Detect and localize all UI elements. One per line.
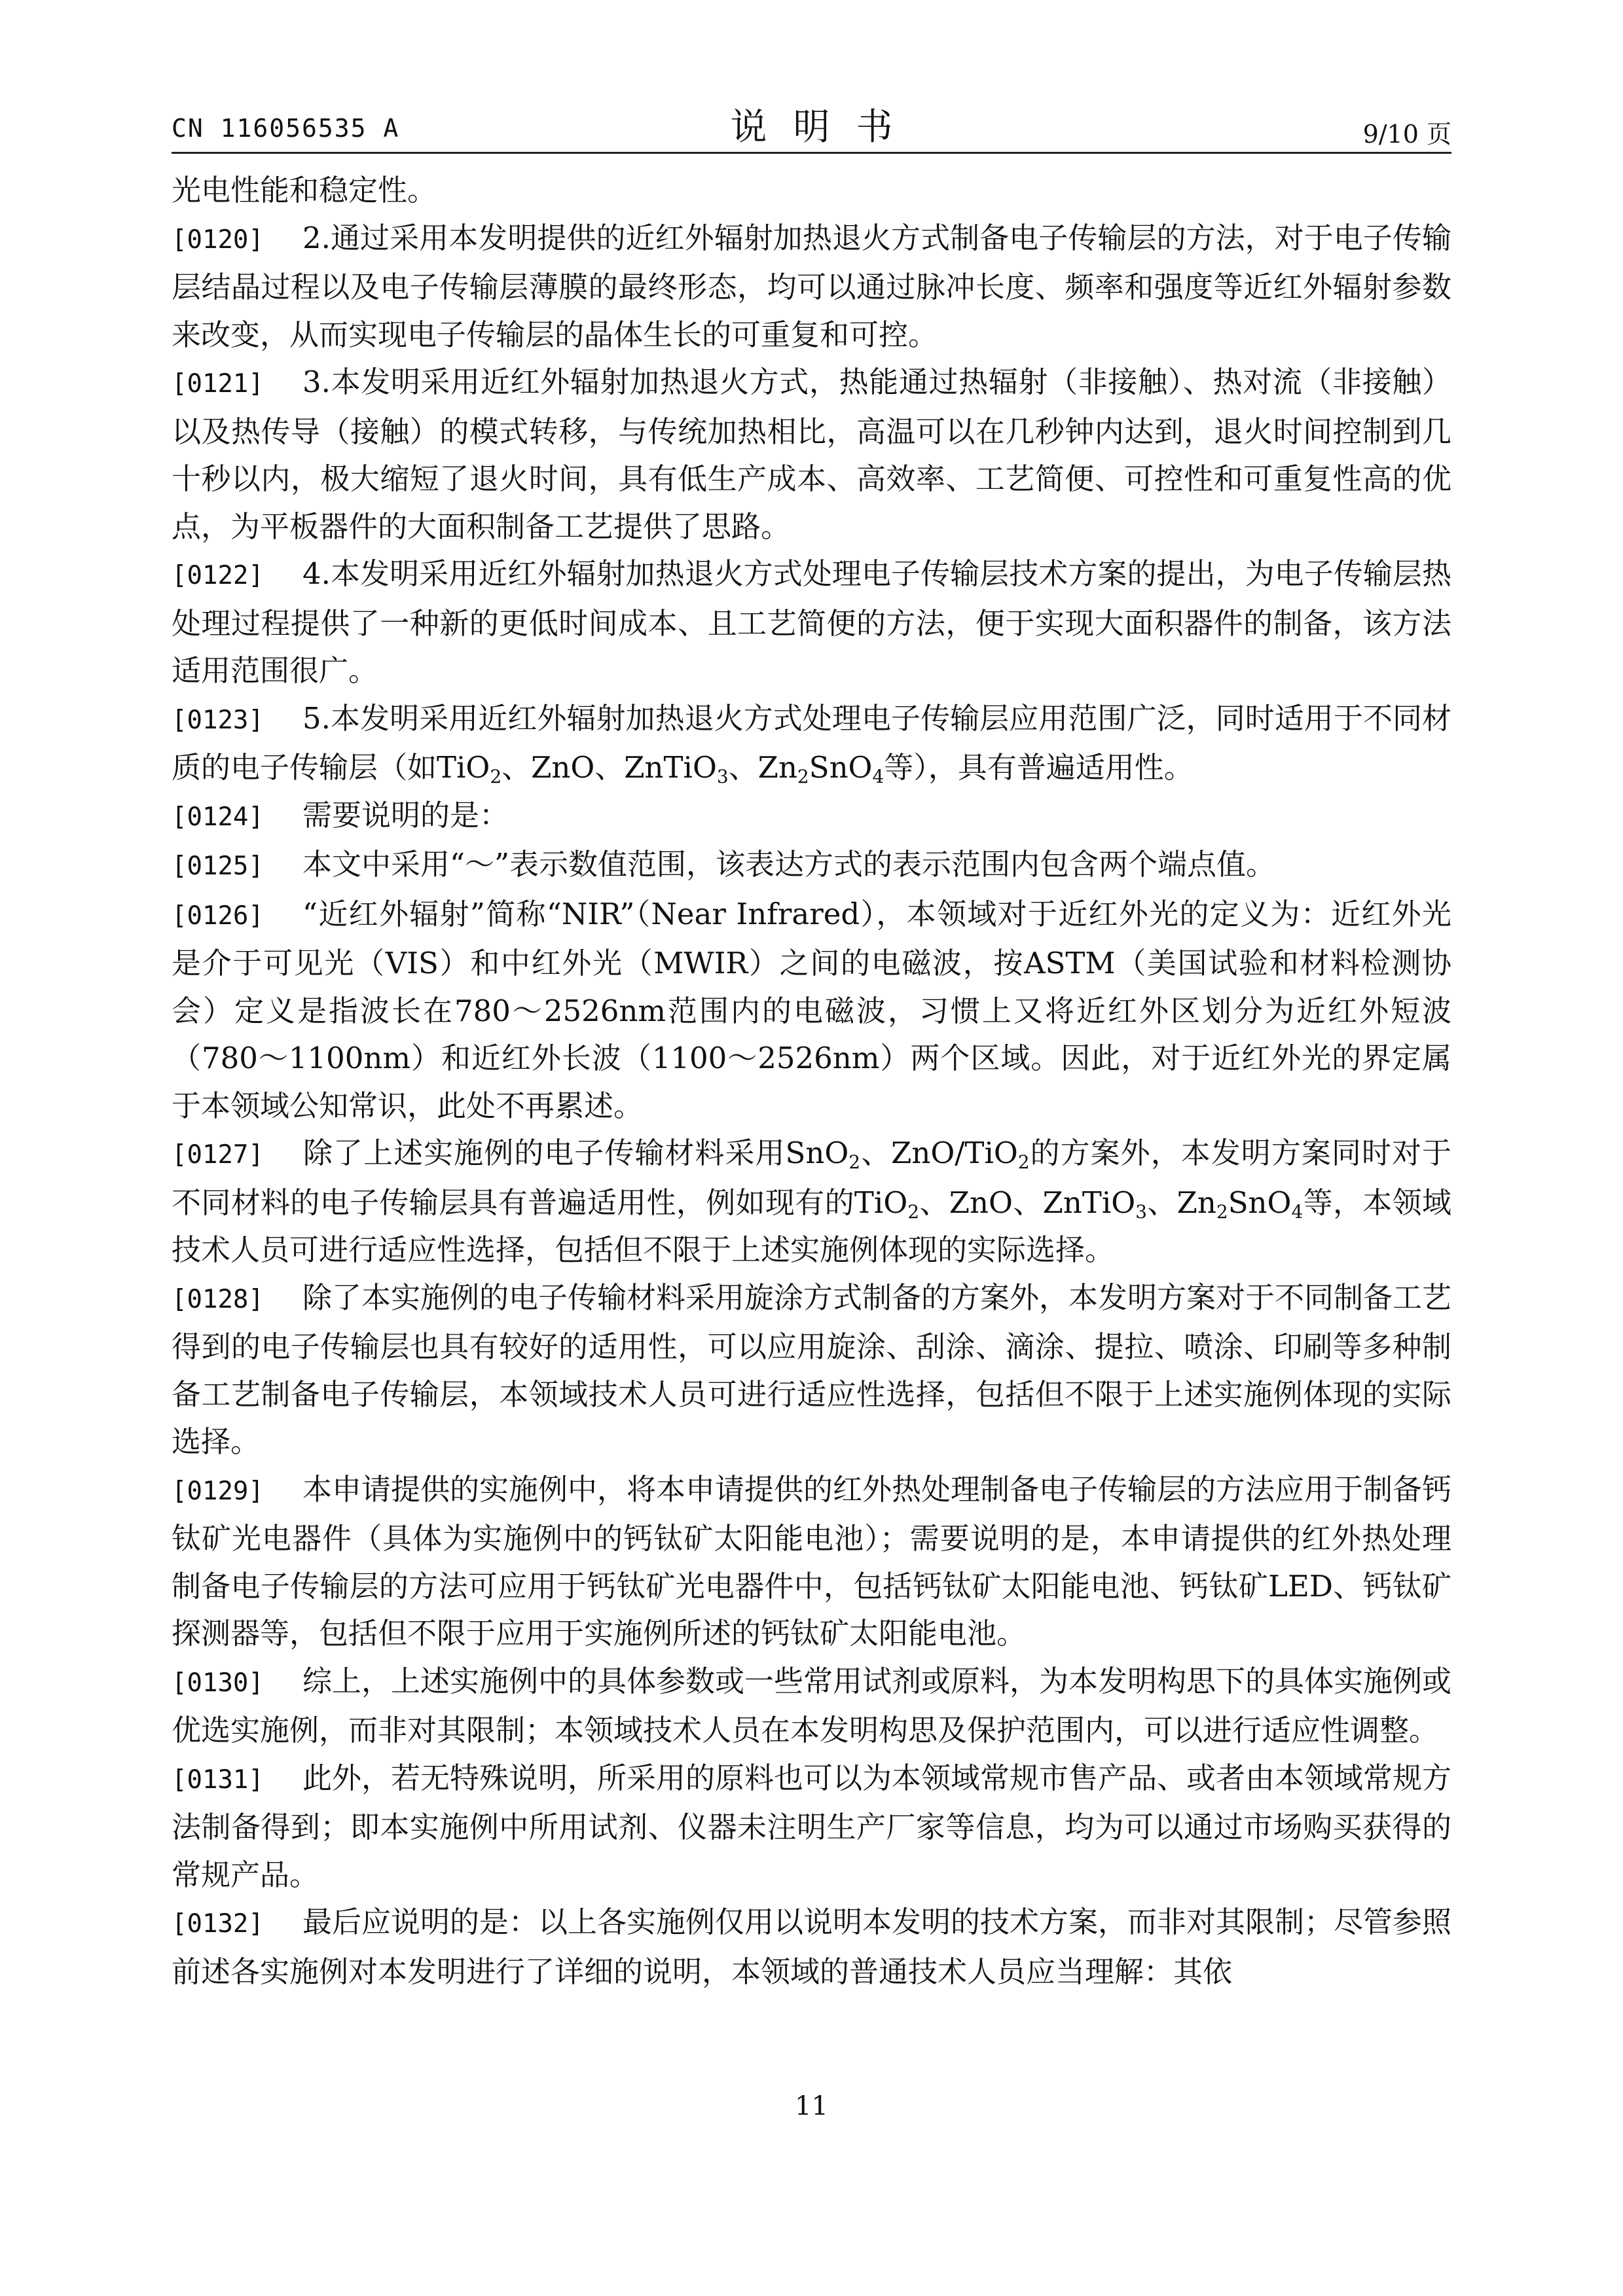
paragraph-number: [0126] bbox=[172, 901, 264, 931]
text-run: 4.本发明采用近红外辐射加热退火方式处理电子传输层技术方案的提出，为电子传输层热处理过程提供了一种新的更低时间成本、且工艺简便的方法，便于实现大面积器件的制备，该方法适用范围很广。 bbox=[172, 556, 1451, 688]
paragraph bbox=[172, 792, 1451, 842]
text-run: 的方案外，本发明方案同时对于不同材料的电子传输层具有普遍适用性，例如现有的TiO bbox=[172, 1136, 1451, 1220]
paragraph-number: [0123] bbox=[172, 705, 264, 735]
paragraph-text bbox=[172, 221, 1451, 352]
paragraph bbox=[172, 550, 1451, 695]
subscript: 2 bbox=[848, 1151, 861, 1173]
subscript: 2 bbox=[490, 766, 502, 787]
paragraph-text bbox=[172, 365, 1451, 544]
paragraph-number: [0130] bbox=[172, 1668, 264, 1698]
subscript: 3 bbox=[1135, 1200, 1147, 1223]
paragraph-number: [0129] bbox=[172, 1476, 264, 1506]
paragraph-text bbox=[302, 847, 1275, 882]
paragraph bbox=[172, 891, 1451, 1130]
subscript: 2 bbox=[1216, 1200, 1228, 1223]
paragraph-text bbox=[172, 1280, 1451, 1460]
paragraph-text bbox=[172, 897, 1451, 1123]
text-run: 本申请提供的实施例中，将本申请提供的红外热处理制备电子传输层的方法应用于制备钙钛矿光电器件（具体为实施例中的钙钛矿太阳能电池）；需要说明的是，本申请提供的红外热处理制备电子传输层的方法可应用于钙钛矿光电器件中，包括钙钛矿太阳能电池、钙钛矿LED、钙钛矿探测器等，包括但不限于应用于实施例所述的钙钛矿太阳能电池。 bbox=[172, 1471, 1452, 1651]
paragraph bbox=[172, 1658, 1451, 1755]
text-run: 除了上述实施例的电子传输材料采用SnO bbox=[302, 1136, 849, 1170]
page-info: 9/10 页 bbox=[1362, 120, 1451, 149]
paragraph-text bbox=[172, 173, 437, 207]
paragraph-text bbox=[172, 1472, 1451, 1651]
text-run: 3.本发明采用近红外辐射加热退火方式，热能通过热辐射（非接触）、热对流（非接触）以及热传导（接触）的模式转移，与传统加热相比，高温可以在几秒钟内达到，退火时间控制到几十秒以内，极大缩短了退火时间，具有低生产成本、高效率、工艺简便、可控性和可重复性高的优点，为平板器件的大面积制备工艺提供了思路。 bbox=[172, 365, 1451, 544]
paragraph-text bbox=[172, 556, 1451, 688]
text-run: 2.通过采用本发明提供的近红外辐射加热退火方式制备电子传输层的方法，对于电子传输层结晶过程以及电子传输层薄膜的最终形态，均可以通过脉冲长度、频率和强度等近红外辐射参数来改变，从而实现电子传输层的晶体生长的可重复和可控。 bbox=[172, 220, 1451, 352]
paragraph bbox=[172, 1466, 1451, 1658]
paragraph-number: [0122] bbox=[172, 561, 264, 590]
paragraph bbox=[172, 1274, 1451, 1466]
paragraph bbox=[172, 1899, 1451, 1996]
page-header bbox=[172, 98, 1451, 151]
text-run: 最后应说明的是：以上各实施例仅用以说明本发明的技术方案，而非对其限制；尽管参照前述各实施例对本发明进行了详细的说明，本领域的普通技术人员应当理解：其依 bbox=[172, 1905, 1452, 1989]
page-number: 11 bbox=[795, 2091, 828, 2121]
text-run: 5.本发明采用近红外辐射加热退火方式处理电子传输层应用范围广泛，同时适用于不同材质的电子传输层（如TiO bbox=[172, 700, 1451, 785]
paragraph bbox=[172, 215, 1451, 359]
paragraph-number: [0124] bbox=[172, 802, 264, 832]
paragraph bbox=[172, 1755, 1451, 1899]
subscript: 2 bbox=[1017, 1151, 1030, 1173]
text-run: SnO bbox=[1228, 1185, 1292, 1220]
text-run: 、ZnO、ZnTiO bbox=[501, 750, 717, 785]
text-run: 等，本领域技术人员可进行适应性选择，包括但不限于上述实施例体现的实际选择。 bbox=[172, 1185, 1451, 1267]
document-title: 说明书 bbox=[730, 106, 919, 149]
paragraph-number: [0125] bbox=[172, 852, 264, 881]
paragraph bbox=[172, 167, 1451, 215]
paragraph-text bbox=[302, 798, 509, 833]
text-run: 需要说明的是： bbox=[302, 797, 509, 833]
subscript: 4 bbox=[1291, 1200, 1304, 1223]
paragraph-text bbox=[172, 1664, 1451, 1748]
paragraph-number: [0128] bbox=[172, 1284, 264, 1314]
text-run: 本文中采用“～”表示数值范围，该表达方式的表示范围内包含两个端点值。 bbox=[302, 847, 1276, 882]
subscript: 3 bbox=[716, 766, 729, 787]
text-run: 此外，若无特殊说明，所采用的原料也可以为本领域常规市售产品、或者由本领域常规方法制备得到；即本实施例中所用试剂、仪器未注明生产厂家等信息，均为可以通过市场购买获得的常规产品。 bbox=[172, 1760, 1452, 1892]
publication-number: CN 116056535 A bbox=[172, 114, 400, 143]
paragraph-text bbox=[172, 701, 1451, 785]
subscript: 4 bbox=[872, 766, 884, 787]
header-divider bbox=[172, 152, 1451, 154]
subscript: 2 bbox=[907, 1200, 920, 1223]
paragraph-text bbox=[172, 1761, 1451, 1892]
text-run: 光电性能和稳定性。 bbox=[172, 173, 437, 207]
subscript: 2 bbox=[797, 766, 809, 787]
text-run: “近红外辐射”简称“NIR”（Near Infrared），本领域对于近红外光的定义为：近红外光是介于可见光（VIS）和中红外光（MWIR）之间的电磁波，按ASTM（美国试验和材料检测协会）定义是指波长在780～2526nm范围内的电磁波，习惯上又将近红外区划分为近红外短波（780～1100nm）和近红外长波（1100～2526nm）两个区域。因此，对于近红外光的界定属于本领域公知常识，此处不再累述。 bbox=[172, 896, 1451, 1123]
paragraph-text bbox=[172, 1905, 1451, 1989]
text-run: 、Zn bbox=[728, 750, 797, 785]
paragraph bbox=[172, 695, 1451, 792]
document-body bbox=[172, 167, 1451, 1996]
text-run: SnO bbox=[809, 750, 873, 785]
text-run: 等），具有普遍适用性。 bbox=[884, 750, 1194, 785]
paragraph-number: [0132] bbox=[172, 1909, 264, 1939]
text-run: 除了本实施例的电子传输材料采用旋涂方式制备的方案外，本发明方案对于不同制备工艺得到的电子传输层也具有较好的适用性，可以应用旋涂、刮涂、滴涂、提拉、喷涂、印刷等多种制备工艺制备电子传输层，本领域技术人员可进行适应性选择，包括但不限于上述实施例体现的实际选择。 bbox=[172, 1280, 1452, 1459]
text-run: 、ZnO、ZnTiO bbox=[919, 1185, 1136, 1220]
paragraph bbox=[172, 1130, 1451, 1274]
paragraph-number: [0120] bbox=[172, 224, 264, 255]
text-run: 、ZnO/TiO bbox=[860, 1136, 1018, 1170]
paragraph-text bbox=[172, 1136, 1451, 1267]
text-run: 、Zn bbox=[1146, 1185, 1216, 1220]
paragraph bbox=[172, 841, 1451, 891]
paragraph-number: [0121] bbox=[172, 369, 264, 399]
paragraph-number: [0127] bbox=[172, 1140, 264, 1170]
text-run: 综上，上述实施例中的具体参数或一些常用试剂或原料，为本发明构思下的具体实施例或优选实施例，而非对其限制；本领域技术人员在本发明构思及保护范围内，可以进行适应性调整。 bbox=[172, 1663, 1452, 1748]
paragraph bbox=[172, 359, 1451, 550]
paragraph-number: [0131] bbox=[172, 1765, 264, 1795]
